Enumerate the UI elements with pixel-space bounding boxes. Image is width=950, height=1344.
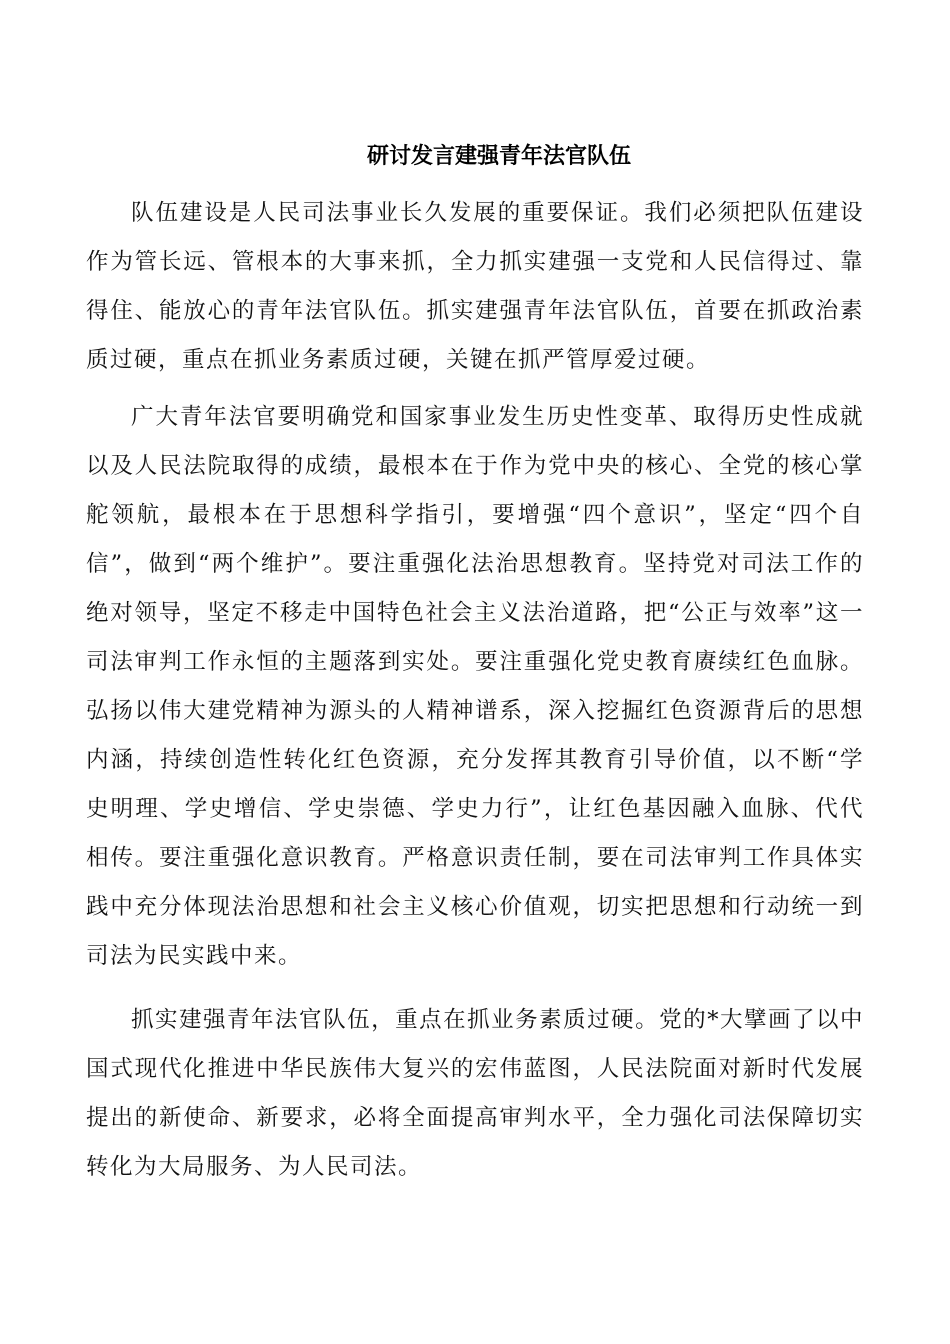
paragraph-3-block [86,996,864,1192]
paragraph-1-block [86,189,864,385]
paragraph-2: 广大青年法官要明确党和国家事业发生历史性变革、取得历史性成就以及人民法院取得的成绩，最根本在于作为党中央的核心、全党的核心掌舵领航，最根本在于思想科学指引，要增强“四个意识”，坚定“四个自信”，做到“两个维护”。要注重强化法治思想教育。坚持党对司法工作的绝对领导，坚定不移走中国特色社会主义法治道路，把“公正与效率”这一司法审判工作永恒的主题落到实处。要注重强化党史教育赓续红色血脉。弘扬以伟大建党精神为源头的人精神谱系，深入挖掘红色资源背后的思想内涵，持续创造性转化红色资源，充分发挥其教育引导价值，以不断“学史明理、学史增信、学史崇德、学史力行”，让红色基因融入血脉、代代相传。要注重强化意识教育。严格意识责任制，要在司法审判工作具体实践中充分体现法治思想和社会主义核心价值观，切实把思想和行动统一到司法为民实践中来。 [86,404,864,969]
paragraph-1: 队伍建设是人民司法事业长久发展的重要保证。我们必须把队伍建设作为管长远、管根本的大事来抓，全力抓实建强一支党和人民信得过、靠得住、能放心的青年法官队伍。抓实建强青年法官队伍，首要在抓政治素质过硬，重点在抓业务素质过硬，关键在抓严管厚爱过硬。 [86,200,864,373]
document-title: 研讨发言建强青年法官队伍 [366,143,631,169]
paragraph-3: 抓实建强青年法官队伍，重点在抓业务素质过硬。党的*大擘画了以中国式现代化推进中华民族伟大复兴的宏伟蓝图，人民法院面对新时代发展提出的新使命、新要求，必将全面提高审判水平，全力强化司法保障切实转化为大局服务、为人民司法。 [86,1007,864,1180]
paragraph-2-block [86,393,864,981]
